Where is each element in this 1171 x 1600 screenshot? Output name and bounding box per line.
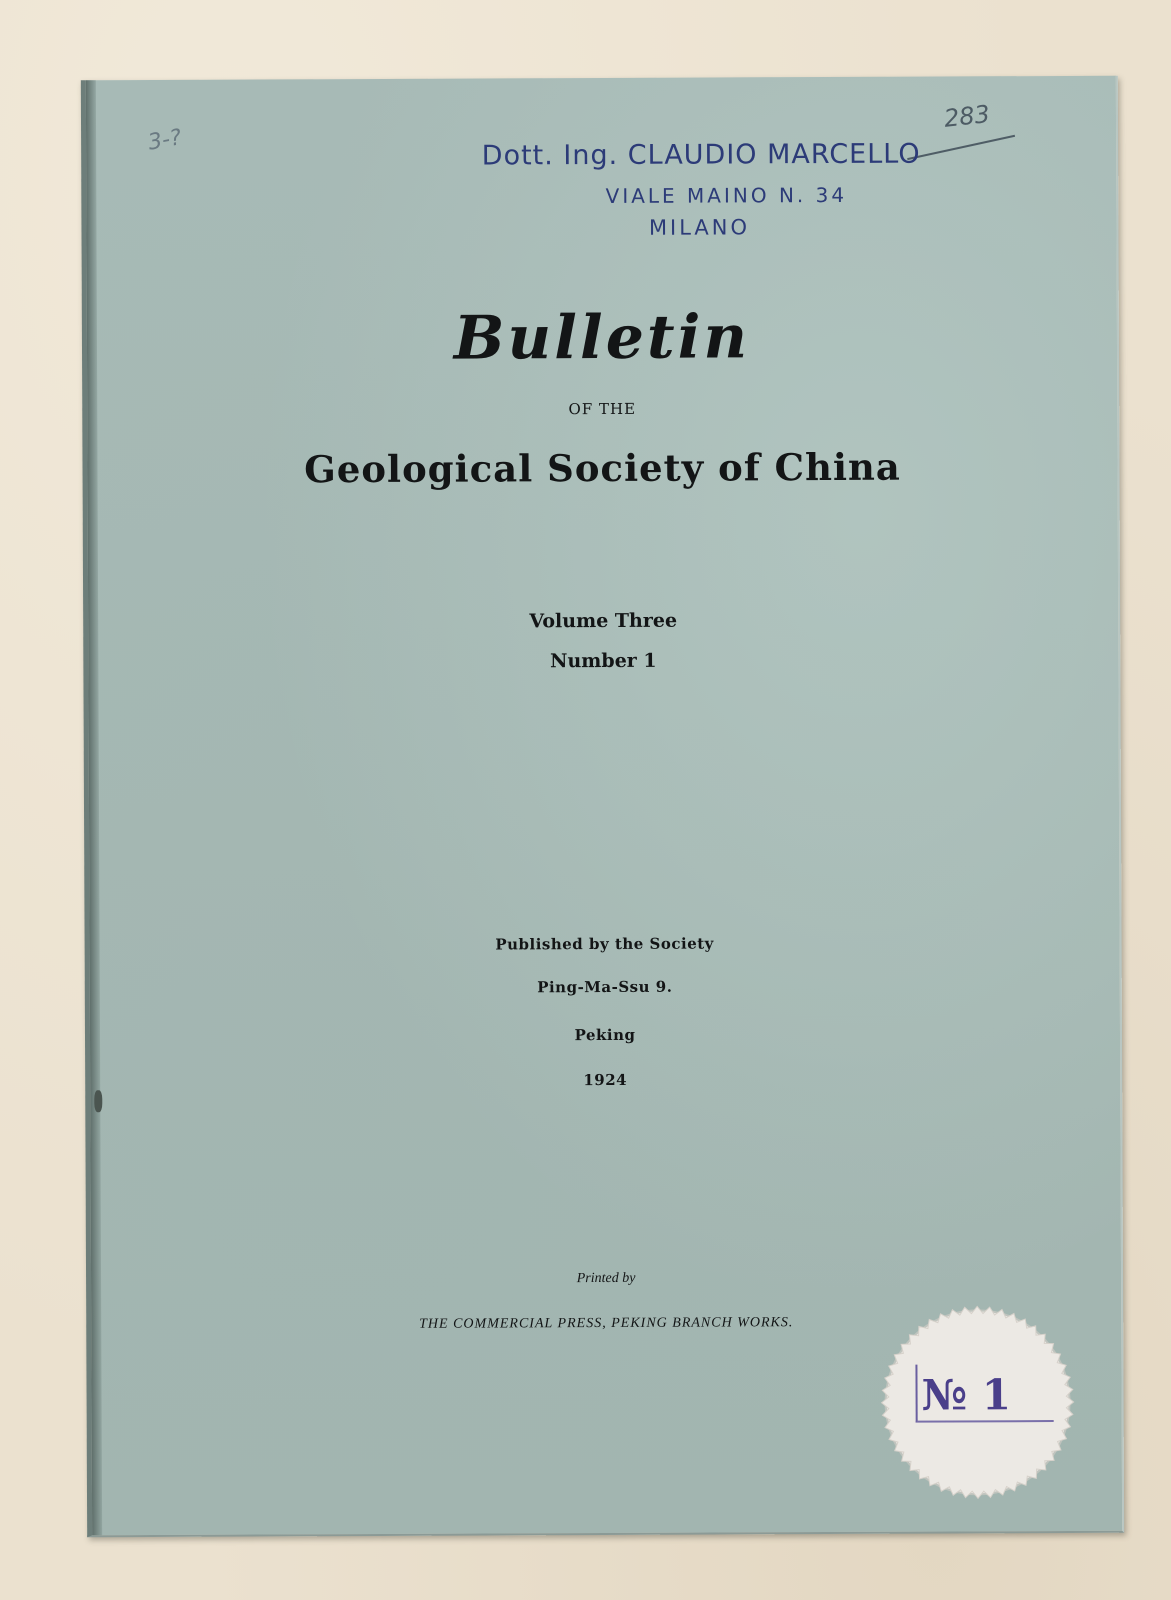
pencil-mark-left: 3-? [146,125,184,156]
cover-title: Bulletin [453,302,751,374]
ink-spot [94,1090,102,1112]
owner-stamp-street: VIALE MAINO N. 34 [605,182,848,208]
spine-edge [86,80,102,1535]
society-name: Geological Society of China [304,444,901,492]
cover-of-the: OF THE [568,399,637,419]
printed-by-label: Printed by [576,1270,636,1287]
number-label: Number 1 [550,649,657,673]
owner-stamp-name: Dott. Ing. CLAUDIO MARCELLO [481,138,921,172]
publisher-address: Ping-Ma-Ssu 9. [537,977,673,997]
owner-stamp-city: MILANO [648,215,751,240]
printer-name: THE COMMERCIAL PRESS, PEKING BRANCH WORKS. [419,1315,794,1332]
number-seal-sticker [891,1316,1064,1489]
seal-number-label: № 1 [921,1370,1012,1420]
publication-year: 1924 [583,1070,628,1090]
bulletin-cover [81,76,1124,1538]
publisher-city: Peking [574,1025,636,1045]
volume-label: Volume Three [529,609,678,633]
publisher-line: Published by the Society [495,934,714,954]
pencil-catalog-number: 283 [942,99,992,133]
